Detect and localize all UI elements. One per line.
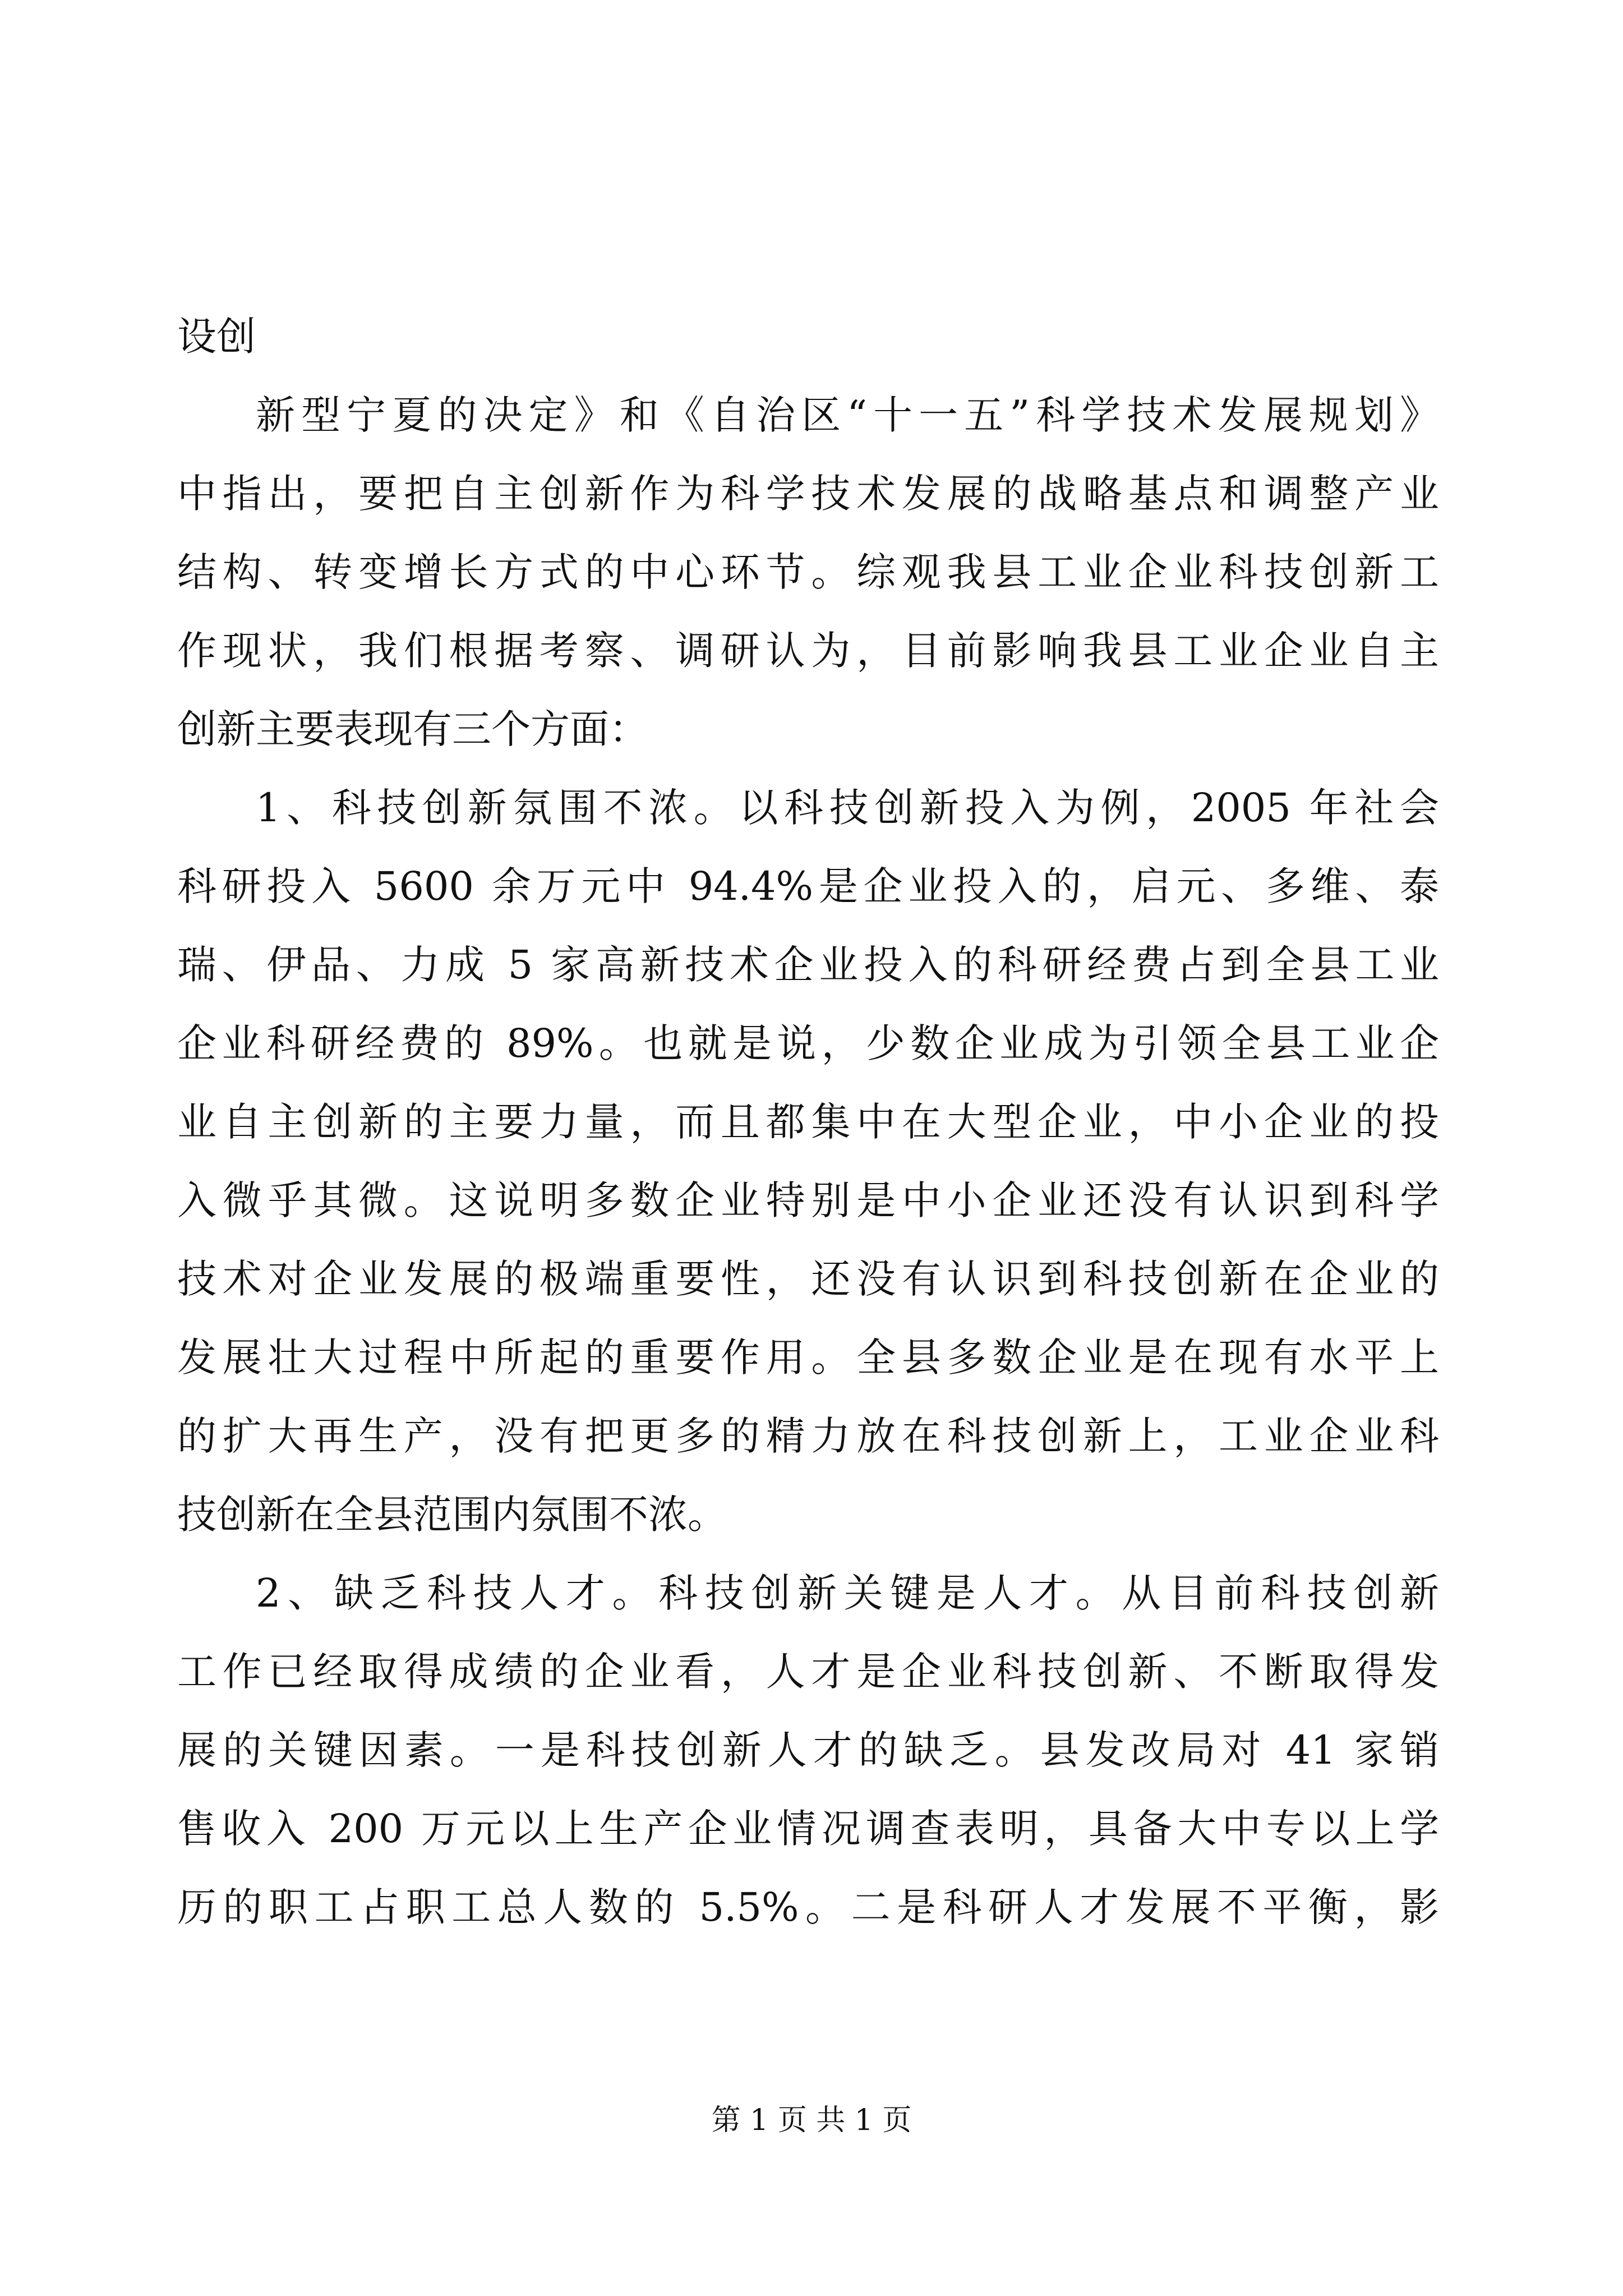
paragraph-line: 工作已经取得成绩的企业看，人才是企业科技创新、不断取得发	[177, 1649, 1439, 1695]
paragraph-line: 瑞、伊品、力成 5 家高新技术企业投入的科研经费占到全县工业	[177, 942, 1439, 988]
paragraph-line: 新型宁夏的决定》和《自治区“十一五”科学技术发展规划》	[256, 392, 1439, 438]
paragraph-line: 发展壮大过程中所起的重要作用。全县多数企业是在现有水平上	[177, 1335, 1439, 1381]
paragraph-line: 售收入 200 万元以上生产企业情况调查表明，具备大中专以上学	[177, 1806, 1439, 1852]
paragraph-line: 历的职工占职工总人数的 5.5%。二是科研人才发展不平衡，影	[177, 1884, 1439, 1930]
paragraph-line: 作现状，我们根据考察、调研认为，目前影响我县工业企业自主	[177, 628, 1439, 674]
paragraph-line: 业自主创新的主要力量，而且都集中在大型企业，中小企业的投	[177, 1099, 1439, 1145]
paragraph-1	[177, 376, 1439, 769]
paragraph-line: 的扩大再生产，没有把更多的精力放在科技创新上，工业企业科	[177, 1413, 1439, 1459]
paragraph-line: 企业科研经费的 89%。也就是说，少数企业成为引领全县工业企	[177, 1020, 1439, 1066]
paragraph-line: 2、缺乏科技人才。科技创新关键是人才。从目前科技创新	[256, 1570, 1439, 1616]
document-body	[177, 297, 1439, 1947]
paragraph-line: 入微乎其微。这说明多数企业特别是中小企业还没有认识到科学	[177, 1177, 1439, 1223]
document-heading: 设创	[177, 314, 256, 360]
paragraph-line: 科研投入 5600 余万元中 94.4%是企业投入的，启元、多维、泰	[177, 863, 1439, 909]
paragraph-2	[177, 769, 1439, 1554]
paragraph-line: 技术对企业发展的极端重要性，还没有认识到科技创新在企业的	[177, 1256, 1439, 1302]
paragraph-line: 中指出，要把自主创新作为科学技术发展的战略基点和调整产业	[177, 471, 1439, 517]
paragraph-line: 1、科技创新氛围不浓。以科技创新投入为例，2005 年社会	[256, 785, 1439, 831]
paragraph-line: 结构、转变增长方式的中心环节。综观我县工业企业科技创新工	[177, 549, 1439, 595]
paragraph-line: 展的关键因素。一是科技创新人才的缺乏。县发改局对 41 家销	[177, 1727, 1439, 1773]
paragraph-line: 创新主要表现有三个方面：	[177, 706, 648, 752]
page-footer: 第 1 页 共 1 页	[711, 2104, 912, 2137]
paragraph-3	[177, 1554, 1439, 1947]
paragraph-line: 技创新在全县范围内氛围不浓。	[177, 1492, 727, 1538]
